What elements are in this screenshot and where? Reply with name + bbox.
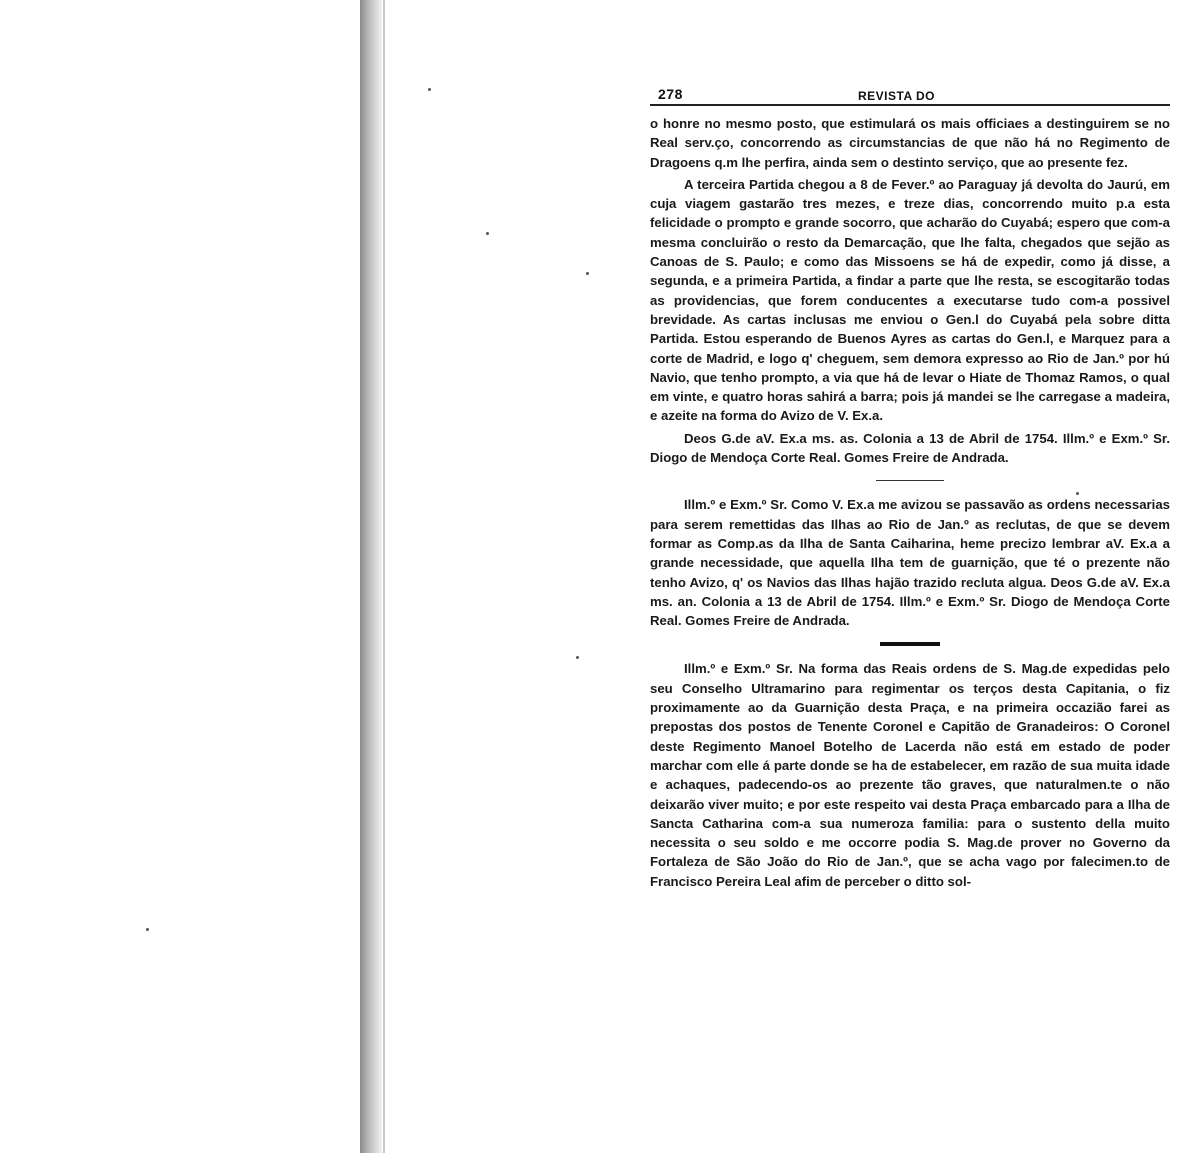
paragraph: Illm.º e Exm.º Sr. Na forma das Reais ordens de S. Mag.de expedidas pelo seu Conselho Ultramarino para regimentar os terços desta Capitania, o fiz proximamente ao da Guarnição desta Praça, e na primeira occazião farei as prepostas dos postos de Tenente Coronel e Capitão de Granadeiros: O Coronel deste Regimento Manoel Botelho de Lacerda não está em estado de poder marchar com elle á parte donde se ha de estabelecer, em razão de sua muita idade e achaques, padecendo-os ao prezente tão graves, que naturalmen.te o não deixarão viver muito; e por este respeito vai desta Praça embarcado para a Ilha de Sancta Catharina com-a sua numeroza familia: para o sustento della muito necessita o seu soldo e me occorre podia S. Mag.de prover no Governo da Fortaleza de São João do Rio de Jan.º, que se acha vago por falecimen.to de Francisco Pereira Leal afim de perceber o ditto sol- (650, 661, 1170, 889)
section-divider-bold (880, 642, 940, 646)
paragraph: A terceira Partida chegou a 8 de Fever.º ao Paraguay já devolta do Jaurú, em cuja viagem gastarão tres mezes, e treze dias, concorrendo muito p.a esta felicidade o prompto e grande socorro, que acharão do Cuyabá; espero que com-a mesma concluirão o resto da Demarcação, que lhe falta, chegados que sejão as Canoas de S. Paulo; e como das Missoens se há de expedir, como já disse, a segunda, e a primeira Partida, a findar a parte que lhe resta, se escogitarão todas as providencias, que forem conducentes a executarse tudo com-a possivel brevidade. As cartas inclusas me enviou o Gen.l do Cuyabá pela sobre ditta Partida. Estou esperando de Buenos Ayres as cartas do Gen.l, e Marquez para a corte de Madrid, e logo q' cheguem, sem demora expresso ao Rio de Jan.º por hú Navio, que tenho prompto, a via que há de levar o Hiate de Thomaz Ramos, o qual em vinte, e quatro horas sahirá a barra; pois já mandei se lhe carregase a madeira, e azeite na forma do Avizo de V. Ex.a. (650, 176, 1170, 424)
running-head (650, 84, 1170, 106)
paragraph: Illm.º e Exm.º Sr. Como V. Ex.a me avizou se passavão as ordens necessarias para serem remettidas das Ilhas ao Rio de Jan.º as reclutas, de que se devem formar as Comp.as da Ilha de Santa Caiharina, heme precizo lembrar aV. Ex.a a grande necessidade, que aquella Ilha tem de guarnição, que té o prezente não tenho Avizo, q' os Navios das Ilhas hajão trazido recluta algua. Deos G.de aV. Ex.a ms. an. Colonia a 13 de Abril de 1754. Illm.º e Exm.º Sr. Diogo de Mendoça Corte Real. Gomes Freire de Andrada. (650, 497, 1170, 629)
book-gutter-edge (383, 0, 385, 1153)
page-number: 278 (658, 86, 683, 102)
section-divider (876, 480, 944, 481)
paper-speck (576, 656, 579, 659)
letter-section-2 (650, 495, 1170, 630)
paper-speck (146, 928, 149, 931)
book-gutter-shadow (360, 0, 382, 1153)
letter-section-1 (650, 114, 1170, 467)
letter-section-3 (650, 659, 1170, 891)
paper-speck (586, 272, 589, 275)
paper-speck (428, 88, 431, 91)
paper-speck (486, 232, 489, 235)
paragraph-continuation: o honre no mesmo posto, que estimulará os mais officiaes a destinguirem se no Real serv.ço, concorrendo as circumstancias de que não há no Regimento de Dragoens q.m lhe perfira, ainda sem o destinto serviço, que ao presente fez. (650, 116, 1170, 170)
running-title: REVISTA DO (858, 89, 936, 103)
book-page (650, 84, 1170, 891)
paragraph-closing: Deos G.de aV. Ex.a ms. as. Colonia a 13 de Abril de 1754. Illm.º e Exm.º Sr. Diogo de Mendoça Corte Real. Gomes Freire de Andrada. (650, 430, 1170, 466)
